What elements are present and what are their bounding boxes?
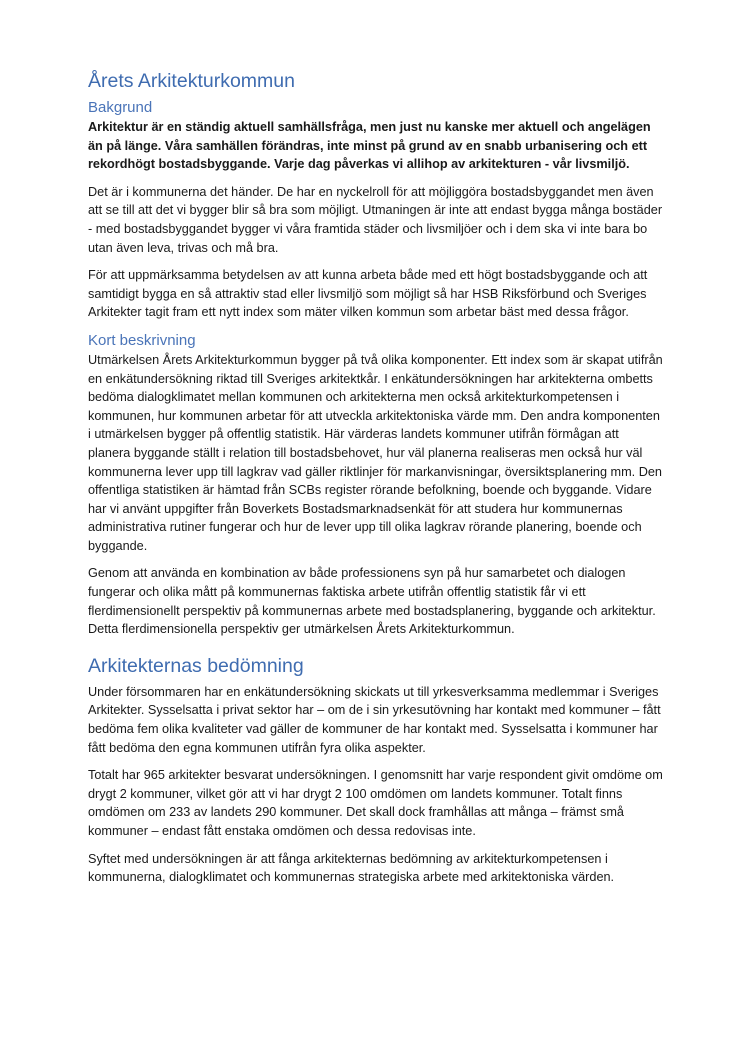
document-page xyxy=(88,68,664,896)
paragraph: Utmärkelsen Årets Arkitekturkommun bygger på två olika komponenter. Ett index som är skapat utifrån en enkätundersökning riktad till Sveriges arkitektkår. I enkätundersökningen har arkitekterna ombetts bedöma dialogklimatet mellan kommunen och arkitekterna men också arkitekturkompetensen i kommunen, hur kommunen arbetar för att utveckla arkitektoniska värde mm. Den andra komponenten i utmärkelsen bygger på offentlig statistik. Här värderas landets kommuner utifrån förmågan att planera byggande ställt i relation till bostadsbehovet, hur väl planerna realiseras men också hur väl kommunerna lever upp till lagkrav vad gäller riktlinjer för markanvisningar, översiktsplanering mm. Den offentliga statistiken är hämtad från SCBs register rörande befolkning, boende och byggande. Vidare har vi använt uppgifter från Boverkets Bostadsmarknadsenkät för att studera hur kommunernas administrativa rutiner fungerar och hur de lever upp till olika lagkrav rörande planering, boende och byggande. xyxy=(88,352,663,553)
heading-kort-beskrivning: Kort beskrivning xyxy=(88,331,196,349)
paragraph: Under försommaren har en enkätundersökning skickats ut till yrkesverksamma medlemmar i Sveriges Arkitekter. Sysselsatta i privat sektor har – om de i sin yrkesutövning har kontakt med kommuner – fått bedöma fem olika kvaliteter vad gäller de kommuner de har kontakt med. Sysselsatta i kommuner har fått bedöma den egna kommunen utifrån fyra olika aspekter. xyxy=(88,684,661,755)
document-title: Årets Arkitekturkommun xyxy=(88,70,295,92)
lead-paragraph: Arkitektur är en ständig aktuell samhällsfråga, men just nu kanske mer aktuell och angelägen än på länge. Våra samhällen förändras, inte minst på grund av en snabb urbanisering och ett rekordhögt bostadsbyggande. Varje dag påverkas vi allihop av arkitekturen - vår livsmiljö. xyxy=(88,120,651,172)
paragraph: För att uppmärksamma betydelsen av att kunna arbeta både med ett högt bostadsbyggande och att samtidigt bygga en så attraktiv stad eller livsmiljö som möjligt så har HSB Riksförbund och Sveriges Arkitekter tagit fram ett nytt index som mäter vilken kommun som arbetar bäst med dessa frågor. xyxy=(88,268,648,320)
paragraph: Genom att använda en kombination av både professionens syn på hur samarbetet och dialogen fungerar och olika mått på kommunernas faktiska arbete utifrån offentlig statistik får vi ett flerdimensionellt perspektiv på kommunernas arbete med bostadsplanering, byggande och arkitektur. Detta flerdimensionella perspektiv ger utmärkelsen Årets Arkitekturkommun. xyxy=(88,566,656,637)
heading-arkitekternas-bedomning: Arkitekternas bedömning xyxy=(88,654,304,677)
paragraph: Det är i kommunerna det händer. De har en nyckelroll för att möjliggöra bostadsbyggandet men även att se till att det vi bygger blir så bra som möjligt. Utmaningen är inte att endast bygga många bostäder - med bostadsbyggandet bygger vi våra framtida städer och livsmiljöer och i dem ska vi inte bara bo utan även leva, trivas och må bra. xyxy=(88,184,663,255)
heading-bakgrund: Bakgrund xyxy=(88,99,153,116)
paragraph: Totalt har 965 arkitekter besvarat undersökningen. I genomsnitt har varje respondent givit omdöme om drygt 2 kommuner, vilket gör att vi har drygt 2 100 omdömen om landets kommuner. Totalt finns omdömen om 233 av landets 290 kommuner. Det skall dock framhållas att många – främst små kommuner – endast fått enstaka omdömen och dessa redovisas inte. xyxy=(88,768,663,838)
paragraph: Syftet med undersökningen är att fånga arkitekternas bedömning av arkitekturkompetensen i kommunerna, dialogklimatet och kommunernas strategiska arbete med arkitektoniska värden. xyxy=(88,851,615,885)
